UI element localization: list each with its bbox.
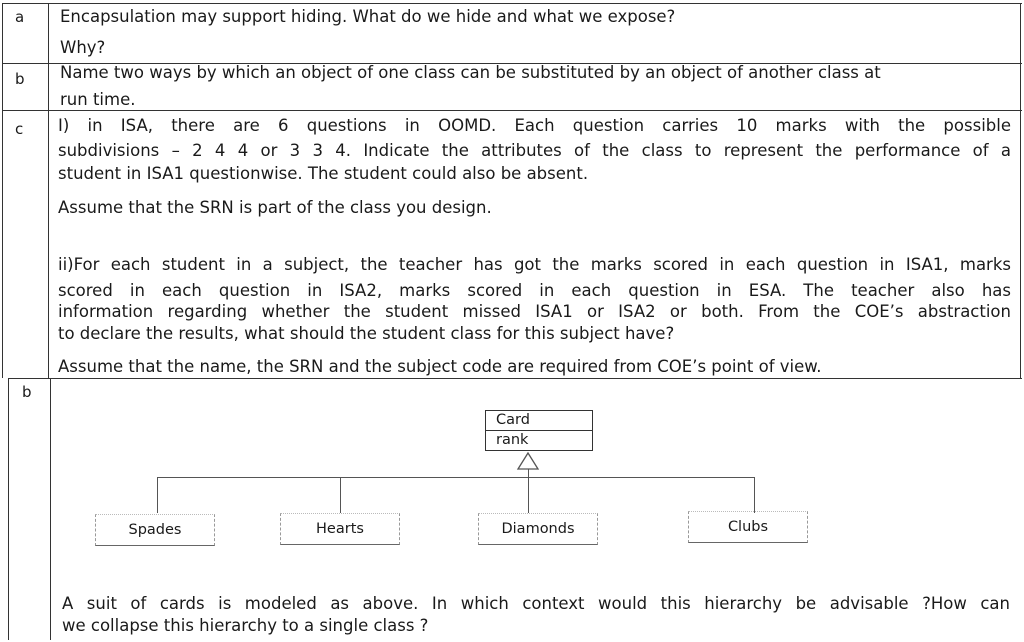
spades-class-box: Spades [95,514,215,546]
question-c-part2-line-2: scored in each question in ISA2, marks scored in each question in ESA. The teacher also has [58,281,1011,300]
question-c-part1-line-3: student in ISA1 questionwise. The student could also be absent. [58,164,589,183]
row-label-b2: b [22,383,32,401]
connector-bar [157,477,755,478]
question-c-part2-line-4: to declare the results, what should the student class for this subject have? [58,324,675,343]
question-c-part1-note: Assume that the SRN is part of the class you design. [58,198,492,217]
connector-clubs [754,477,755,513]
left-border-lower [8,378,9,640]
connector-diamonds [528,477,529,513]
question-b-line-2: run time. [60,90,136,109]
label-column-divider-lower [50,378,51,640]
card-class-attribute: rank [486,430,592,450]
card-class-name: Card [496,412,530,428]
diamonds-class-box: Diamonds [478,513,598,545]
question-c-part2-note: Assume that the name, the SRN and the subject code are required from COE’s point of view. [58,357,822,376]
row-label-a: a [15,8,25,26]
connector-spades [157,477,158,513]
connector-hearts [340,477,341,513]
clubs-class-box: Clubs [688,511,808,543]
hearts-class-box: Hearts [280,513,400,545]
question-c-part2-line-1: ii)For each student in a subject, the teacher has got the marks scored in each question in ISA1, marks [58,255,1011,274]
row-divider-top [2,3,1022,4]
question-b-line-1: Name two ways by which an object of one class can be substituted by an object of another class at [60,63,881,82]
question-c-part1-line-1: I) in ISA, there are 6 questions in OOMD. Each question carries 10 marks with the possible [58,116,1011,135]
question-c-part1-line-2: subdivisions – 2 4 4 or 3 3 4. Indicate the attributes of the class to represent the performance of a [58,141,1011,160]
row-divider-b-c [2,110,1022,111]
question-a-line-1: Encapsulation may support hiding. What do we hide and what we expose? [60,7,676,26]
row-label-c: c [15,120,24,138]
card-class-box [485,410,593,451]
question-c-part2-line-3: information regarding whether the student missed ISA1 or ISA2 or both. From the COE’s abstraction [58,302,1011,321]
label-column-divider-upper [48,3,49,378]
row-label-b: b [15,70,25,88]
question-a-line-2: Why? [60,38,106,57]
question-b2-line-1: A suit of cards is modeled as above. In which context would this hierarchy be advisable ?How can [62,594,1010,613]
left-border-upper [2,3,3,378]
question-b2-line-2: we collapse this hierarchy to a single class ? [62,616,429,635]
right-border [1020,3,1021,378]
